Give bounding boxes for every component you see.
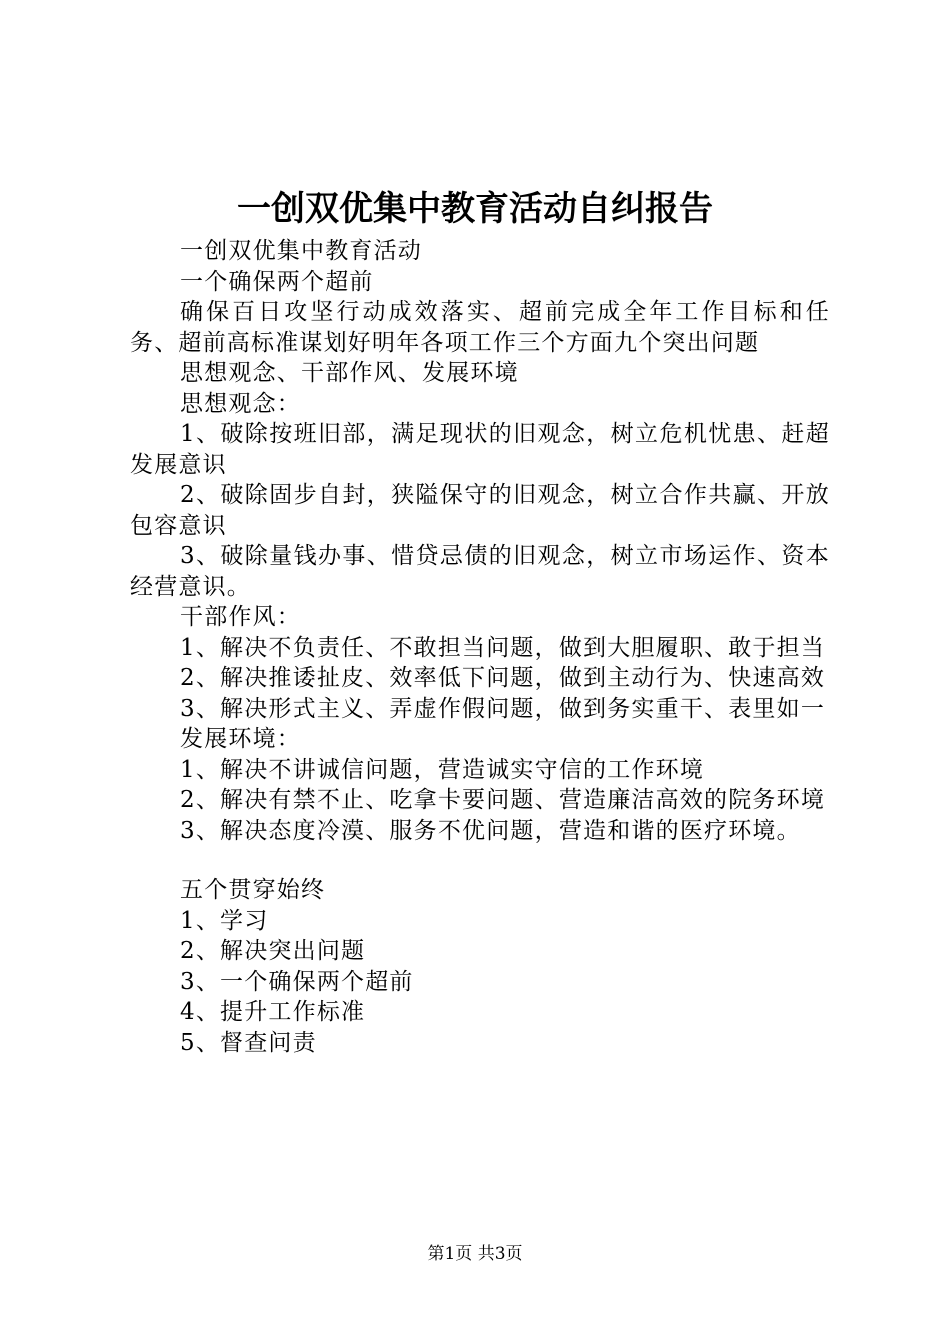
paragraph: 一创双优集中教育活动 — [180, 238, 422, 264]
paragraph: 确保百日攻坚行动成效落实、超前完成全年工作目标和任务、超前高标准谋划好明年各项工作三个方面九个突出问题 — [130, 299, 830, 356]
list-item: 3、破除量钱办事、惜贷忌债的旧观念，树立市场运作、资本经营意识。 — [130, 543, 830, 600]
paragraph: 一个确保两个超前 — [180, 268, 374, 295]
paragraph: 思想观念、干部作风、发展环境 — [180, 360, 519, 386]
section-heading: 干部作风： — [180, 604, 301, 630]
list-item: 1、破除按班旧部，满足现状的旧观念，树立危机忧患、赶超发展意识 — [130, 421, 830, 478]
list-item: 3、解决形式主义、弄虚作假问题，做到务实重干、表里如一 — [180, 695, 826, 722]
blank-line — [130, 846, 830, 875]
list-item: 3、一个确保两个超前 — [180, 968, 414, 995]
list-item: 3、解决态度冷漠、服务不优问题，营造和谐的医疗环境。 — [180, 817, 801, 844]
section-heading: 思想观念： — [180, 390, 301, 417]
list-item: 1、解决不负责任、不敢担当问题，做到大胆履职、敢于担当 — [180, 634, 826, 661]
list-item: 2、破除固步自封，狭隘保守的旧观念，树立合作共赢、开放包容意识 — [130, 482, 830, 539]
list-item: 4、提升工作标准 — [180, 999, 366, 1025]
list-item: 5、督查问责 — [180, 1029, 317, 1056]
list-item: 2、解决突出问题 — [180, 938, 366, 964]
list-item: 1、解决不讲诚信问题，营造诚实守信的工作环境 — [180, 756, 705, 783]
list-item: 1、学习 — [180, 907, 269, 934]
page-title: 一创双优集中教育活动自纠报告 — [237, 189, 713, 229]
document-body — [130, 236, 830, 1058]
list-item: 2、解决推诿扯皮、效率低下问题，做到主动行为、快速高效 — [180, 665, 826, 691]
section-heading: 发展环境： — [180, 726, 301, 752]
section-heading: 五个贯穿始终 — [180, 877, 326, 903]
page-footer: 第1页 共3页 — [427, 1244, 523, 1264]
list-item: 2、解决有禁不止、吃拿卡要问题、营造廉洁高效的院务环境 — [180, 787, 826, 813]
